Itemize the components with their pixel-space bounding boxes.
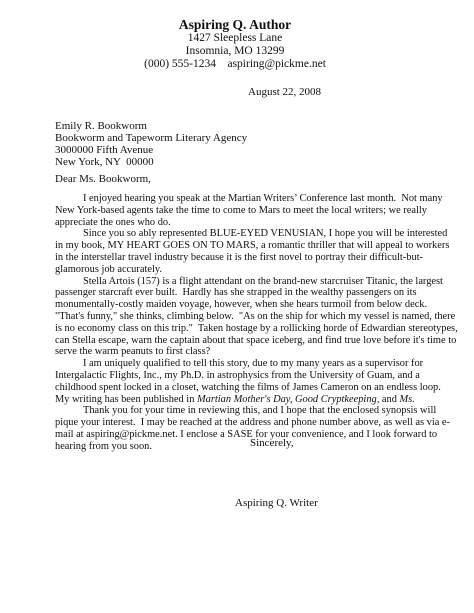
body-line: Thank you for your time in reviewing this, and I hope that the enclosed synopsis will (83, 405, 437, 417)
body-line: pique your interest. I may be reached at the address and phone number above, as well as via e- (55, 417, 450, 429)
body-line-publications (55, 394, 430, 406)
body-line: appreciate the ones who do. (55, 216, 171, 228)
salutation: Dear Ms. Bookworm, (55, 173, 151, 185)
publications-lead: My writing has been published in (55, 393, 197, 405)
recipient-city: New York, NY 00000 (55, 156, 154, 168)
publication-ms: Ms. (399, 393, 415, 405)
signature: Aspiring Q. Writer (235, 497, 318, 509)
body-line: in the interstellar travel industry because it is the first novel to portray their difficult-but- (55, 251, 423, 263)
body-line: Intergalactic Flights, Inc., my Ph.D. in astrophysics from the University of Guam, and a (55, 369, 420, 381)
closing: Sincerely, (250, 437, 294, 449)
body-line: childhood spent locked in a closet, watching the films of James Cameron on an endless loop. (55, 381, 441, 393)
recipient-address (55, 120, 247, 168)
letterhead (110, 17, 360, 71)
recipient-name: Emily R. Bookworm (55, 120, 147, 132)
sender-city: Insomnia, MO 13299 (185, 45, 285, 57)
body-line: Stella Artois (157) is a flight attendant on the brand-new starcruiser Titanic, the largest (83, 275, 443, 287)
body-line: serve the warm peanuts to first class? (55, 346, 211, 358)
publications-and: and (379, 393, 400, 405)
sender-contact: (000) 555-1234 aspiring@pickme.net (144, 58, 326, 70)
body-line: monumentally-costly maiden voyage, however, when she hears turmoil from below deck. (55, 299, 428, 311)
recipient-street: 3000000 Fifth Avenue (55, 144, 154, 156)
sender-name: Aspiring Q. Author (178, 17, 292, 32)
body-line: passenger starcraft ever built. Hardly has she strapped in the wealthy passengers on its (55, 287, 417, 299)
body-line: hearing from you soon. (55, 440, 152, 452)
body-line: Since you so ably represented BLUE-EYED VENUSIAN, I hope you will be interested (83, 228, 448, 240)
body-line: "That's funny," she thinks, climbing below. "As on the ship for which my vessel is named, there (55, 310, 456, 322)
body-line: can Stella escape, warn the captain about that space iceberg, and find true love before it's time to (55, 334, 457, 346)
body-line: in my book, MY HEART GOES ON TO MARS, a romantic thriller that will appeal to workers (55, 240, 450, 252)
sender-street: 1427 Sleepless Lane (187, 32, 283, 44)
body-line: is no economy class on this trip." Taken hostage by a rollicking horde of Edwardian stereotypes, (55, 322, 458, 334)
letter-date: August 22, 2008 (248, 86, 322, 98)
body-line: glamorous job accurately. (55, 263, 162, 275)
body-line: mail at aspiring@pickme.net. I enclose a SASE for your convenience, and I look forward to (55, 428, 438, 440)
body-line: I enjoyed hearing you speak at the Martian Writers’ Conference last month. Not many (83, 193, 443, 204)
publication-titles: Martian Mother's Day, Good Cryptkeeping, (197, 393, 380, 405)
recipient-agency: Bookworm and Tapeworm Literary Agency (55, 132, 248, 144)
body-line: I am uniquely qualified to tell this story, due to my many years as a supervisor for (83, 358, 424, 370)
body-line: New York-based agents take the time to come to Mars to meet the local writers; we really (55, 204, 427, 216)
letter-body (55, 193, 458, 453)
